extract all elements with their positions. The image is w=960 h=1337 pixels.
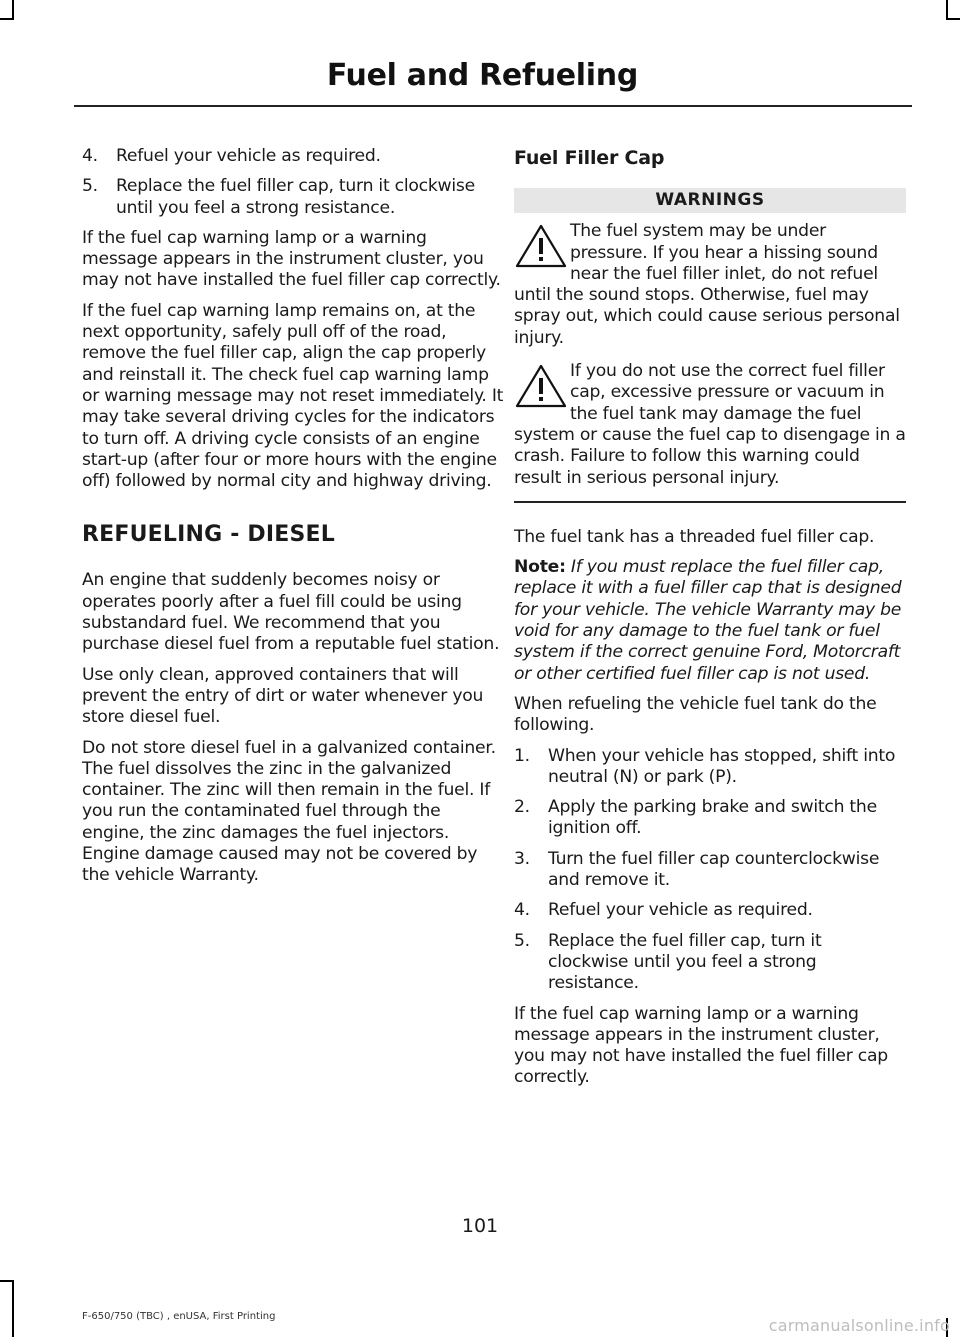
crop-mark xyxy=(946,18,960,20)
step-number: 4. xyxy=(82,146,98,166)
printing-info: F-650/750 (TBC) , enUSA, First Printing xyxy=(82,1311,276,1322)
paragraph: Use only clean, approved containers that will prevent the entry of dirt or water whenever you store diesel fuel. xyxy=(82,664,484,728)
warning-block xyxy=(514,361,906,489)
note-label: Note: xyxy=(514,557,566,578)
warning-text: If you do not use the correct fuel filler cap, excessive pressure or vacuum in the fuel tank may damage the fuel system or cause the fuel cap to disengage in a crash. Failure to follow this warning could result in serious personal injury. xyxy=(514,361,906,488)
warnings-divider xyxy=(514,501,906,503)
step-number: 2. xyxy=(514,797,530,818)
section-heading: REFUELING - DIESEL xyxy=(82,522,335,548)
warnings-header: WARNINGS xyxy=(514,188,906,213)
step-number: 4. xyxy=(514,900,530,921)
list-item xyxy=(514,931,906,995)
subheading: Fuel Filler Cap xyxy=(514,147,665,169)
note xyxy=(514,557,906,685)
left-column xyxy=(82,146,504,896)
page-number: 101 xyxy=(461,1215,499,1237)
paragraph: Do not store diesel fuel in a galvanized container. The fuel dissolves the zinc in the galvanized container. The zinc will then remain in the fuel. If you run the contaminated fuel through the engine, the zinc damages the fuel injectors. Engine damage caused may not be covered by the vehicle Warranty. xyxy=(82,737,496,886)
paragraph: An engine that suddenly becomes noisy or operates poorly after a fuel fill could be using substandard fuel. We recommend that you purchase diesel fuel from a reputable fuel station. xyxy=(82,570,500,655)
watermark: carmanualsonline.info xyxy=(768,1316,950,1335)
step-list xyxy=(82,146,504,219)
warning-block xyxy=(514,221,906,349)
header-divider xyxy=(74,105,912,107)
warning-triangle-icon xyxy=(514,223,568,269)
list-item xyxy=(82,146,504,167)
crop-mark xyxy=(12,1280,14,1337)
step-number: 3. xyxy=(514,848,530,869)
step-text: Refuel your vehicle as required. xyxy=(116,146,381,166)
step-text: When your vehicle has stopped, shift into neutral (N) or park (P). xyxy=(548,745,896,787)
step-text: Replace the fuel filler cap, turn it clockwise until you feel a strong resistance. xyxy=(116,176,475,218)
paragraph: The fuel tank has a threaded fuel filler cap. xyxy=(514,526,875,547)
step-text: Replace the fuel filler cap, turn it clockwise until you feel a strong resistance. xyxy=(548,930,822,994)
warning-triangle-icon xyxy=(514,363,568,409)
paragraph: If the fuel cap warning lamp or a warning message appears in the instrument cluster, you may not have installed the fuel filler cap correctly. xyxy=(82,227,501,291)
step-text: Refuel your vehicle as required. xyxy=(548,900,813,921)
paragraph: When refueling the vehicle fuel tank do the following. xyxy=(514,693,877,736)
crop-mark xyxy=(0,1280,14,1282)
paragraph: If the fuel cap warning lamp or a warning message appears in the instrument cluster, you may not have installed the fuel filler cap correctly. xyxy=(514,1003,888,1088)
paragraph: If the fuel cap warning lamp remains on, at the next opportunity, safely pull off of the road, remove the fuel filler cap, align the cap properly and reinstall it. The check fuel cap warning lamp or warning message may not reset immediately. It may take several driving cycles for the indicators to turn off. A driving cycle consists of an engine start-up (after four or more hours with the engine off) followed by normal city and highway driving. xyxy=(82,300,504,492)
step-number: 1. xyxy=(514,745,530,766)
warning-text: The fuel system may be under pressure. If you hear a hissing sound near the fuel filler inlet, do not refuel until the sound stops. Otherwise, fuel may spray out, which could cause serious personal injury. xyxy=(514,221,900,348)
step-text: Turn the fuel filler cap counterclockwise and remove it. xyxy=(548,848,880,891)
page-title: Fuel and Refueling xyxy=(326,58,638,93)
crop-mark xyxy=(0,18,14,20)
crop-mark xyxy=(12,0,14,19)
right-column xyxy=(514,146,906,1098)
list-item xyxy=(514,900,906,921)
step-number: 5. xyxy=(82,176,98,197)
list-item xyxy=(514,746,906,789)
step-text: Apply the parking brake and switch the ignition off. xyxy=(548,797,877,839)
note-text: If you must replace the fuel filler cap, replace it with a fuel filler cap that is designed for your vehicle. The vehicle Warranty may be void for any damage to the fuel tank or fuel system if the correct genuine Ford, Motorcraft or other certified fuel filler cap is not used. xyxy=(514,557,902,684)
crop-mark xyxy=(946,0,948,19)
step-list xyxy=(514,746,906,995)
list-item xyxy=(514,849,906,892)
list-item xyxy=(82,176,504,219)
step-number: 5. xyxy=(514,930,530,951)
list-item xyxy=(514,797,906,840)
